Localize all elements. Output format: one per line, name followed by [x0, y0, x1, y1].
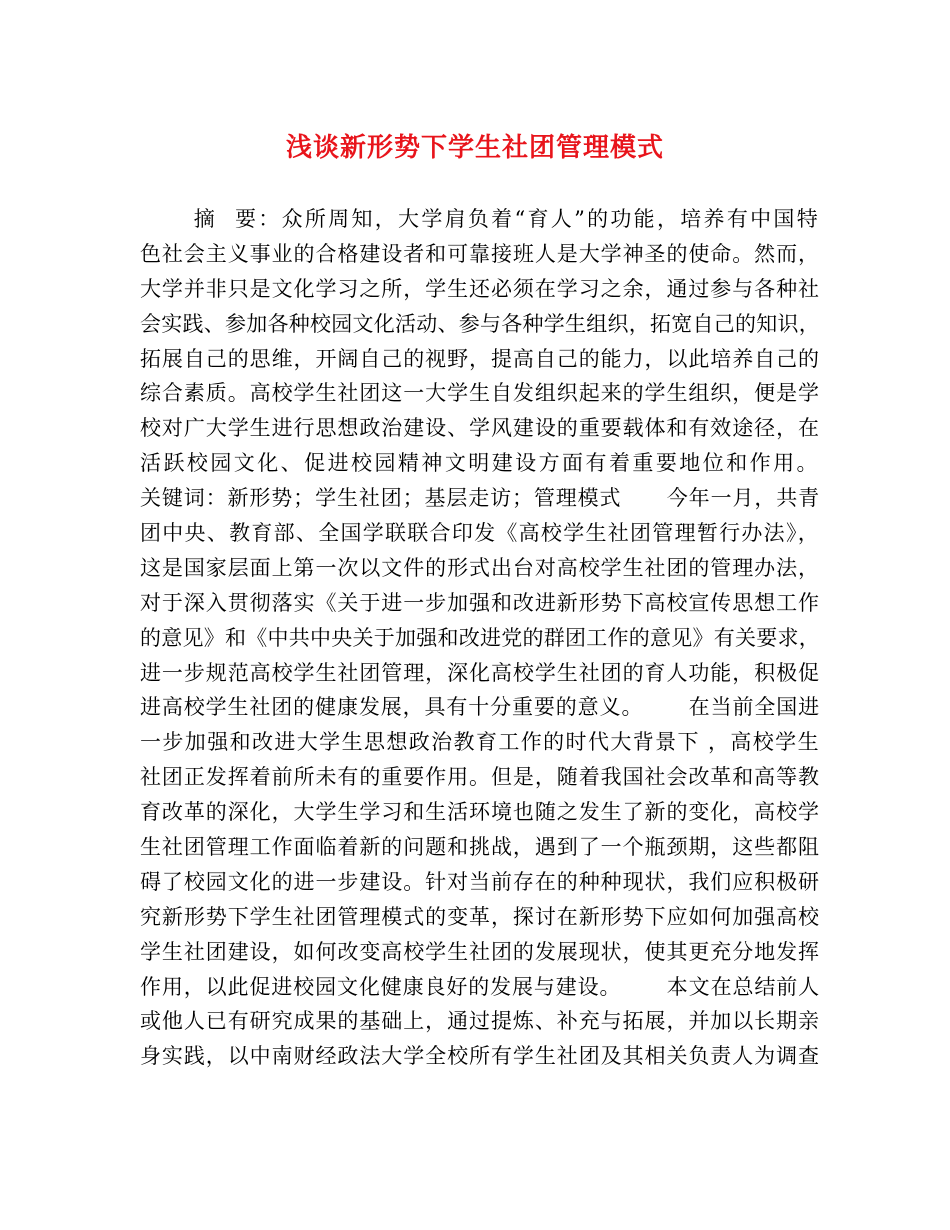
body-line: 摘 要：众所周知，大学肩负着“育人”的功能，培养有中国特 — [140, 207, 820, 231]
body-line: 关键词：新形势；学生社团；基层走访；管理模式 今年一月，共青 — [140, 486, 820, 511]
body-line: 社团正发挥着前所未有的重要作用。但是，随着我国社会改革和高等教 — [140, 765, 820, 790]
body-line: 进高校学生社团的健康发展，具有十分重要的意义。 在当前全国进 — [140, 695, 820, 720]
body-line: 生社团管理工作面临着新的问题和挑战，遇到了一个瓶颈期，这些都阻 — [140, 835, 820, 860]
body-line: 作用，以此促进校园文化健康良好的发展与建设。 本文在总结前人 — [140, 974, 820, 999]
body-line: 进一步规范高校学生社团管理，深化高校学生社团的育人功能，积极促 — [140, 660, 820, 685]
body-line: 这是国家层面上第一次以文件的形式出台对高校学生社团的管理办法， — [140, 555, 820, 580]
document-title: 浅谈新形势下学生社团管理模式 — [285, 133, 664, 163]
body-line: 的意见》和《中共中央关于加强和改进党的群团工作的意见》有关要求， — [140, 625, 820, 650]
body-line: 学生社团建设，如何改变高校学生社团的发展现状，使其更充分地发挥 — [140, 939, 820, 964]
body-line: 一步加强和改进大学生思想政治教育工作的时代大背景下 ，高校学生 — [140, 730, 820, 755]
body-line: 大学并非只是文化学习之所，学生还必须在学习之余，通过参与各种社 — [140, 276, 820, 301]
body-line: 或他人已有研究成果的基础上，通过提炼、补充与拓展，并加以长期亲 — [140, 1009, 820, 1034]
body-line: 身实践，以中南财经政法大学全校所有学生社团及其相关负责人为调查 — [140, 1044, 820, 1069]
body-line: 团中央、教育部、全国学联联合印发《高校学生社团管理暂行办法》， — [140, 521, 820, 546]
body-line: 活跃校园文化、促进校园精神文明建设方面有着重要地位和作用。 — [140, 451, 820, 476]
body-line: 究新形势下学生社团管理模式的变革，探讨在新形势下应如何加强高校 — [140, 904, 820, 929]
body-line: 会实践、参加各种校园文化活动、参与各种学生组织，拓宽自己的知识， — [140, 311, 820, 336]
body-line: 校对广大学生进行思想政治建设、学风建设的重要载体和有效途径，在 — [140, 416, 820, 441]
document-body — [140, 202, 820, 1074]
body-line: 对于深入贯彻落实《关于进一步加强和改进新形势下高校宣传思想工作 — [140, 590, 820, 615]
body-line: 拓展自己的思维，开阔自己的视野，提高自己的能力，以此培养自己的 — [140, 346, 820, 371]
body-line: 色社会主义事业的合格建设者和可靠接班人是大学神圣的使命。然而， — [140, 241, 820, 266]
body-line: 育改革的深化，大学生学习和生活环境也随之发生了新的变化，高校学 — [140, 800, 820, 825]
body-line: 综合素质。高校学生社团这一大学生自发组织起来的学生组织，便是学 — [140, 381, 820, 406]
body-line: 碍了校园文化的进一步建设。针对当前存在的种种现状，我们应积极研 — [140, 869, 820, 894]
